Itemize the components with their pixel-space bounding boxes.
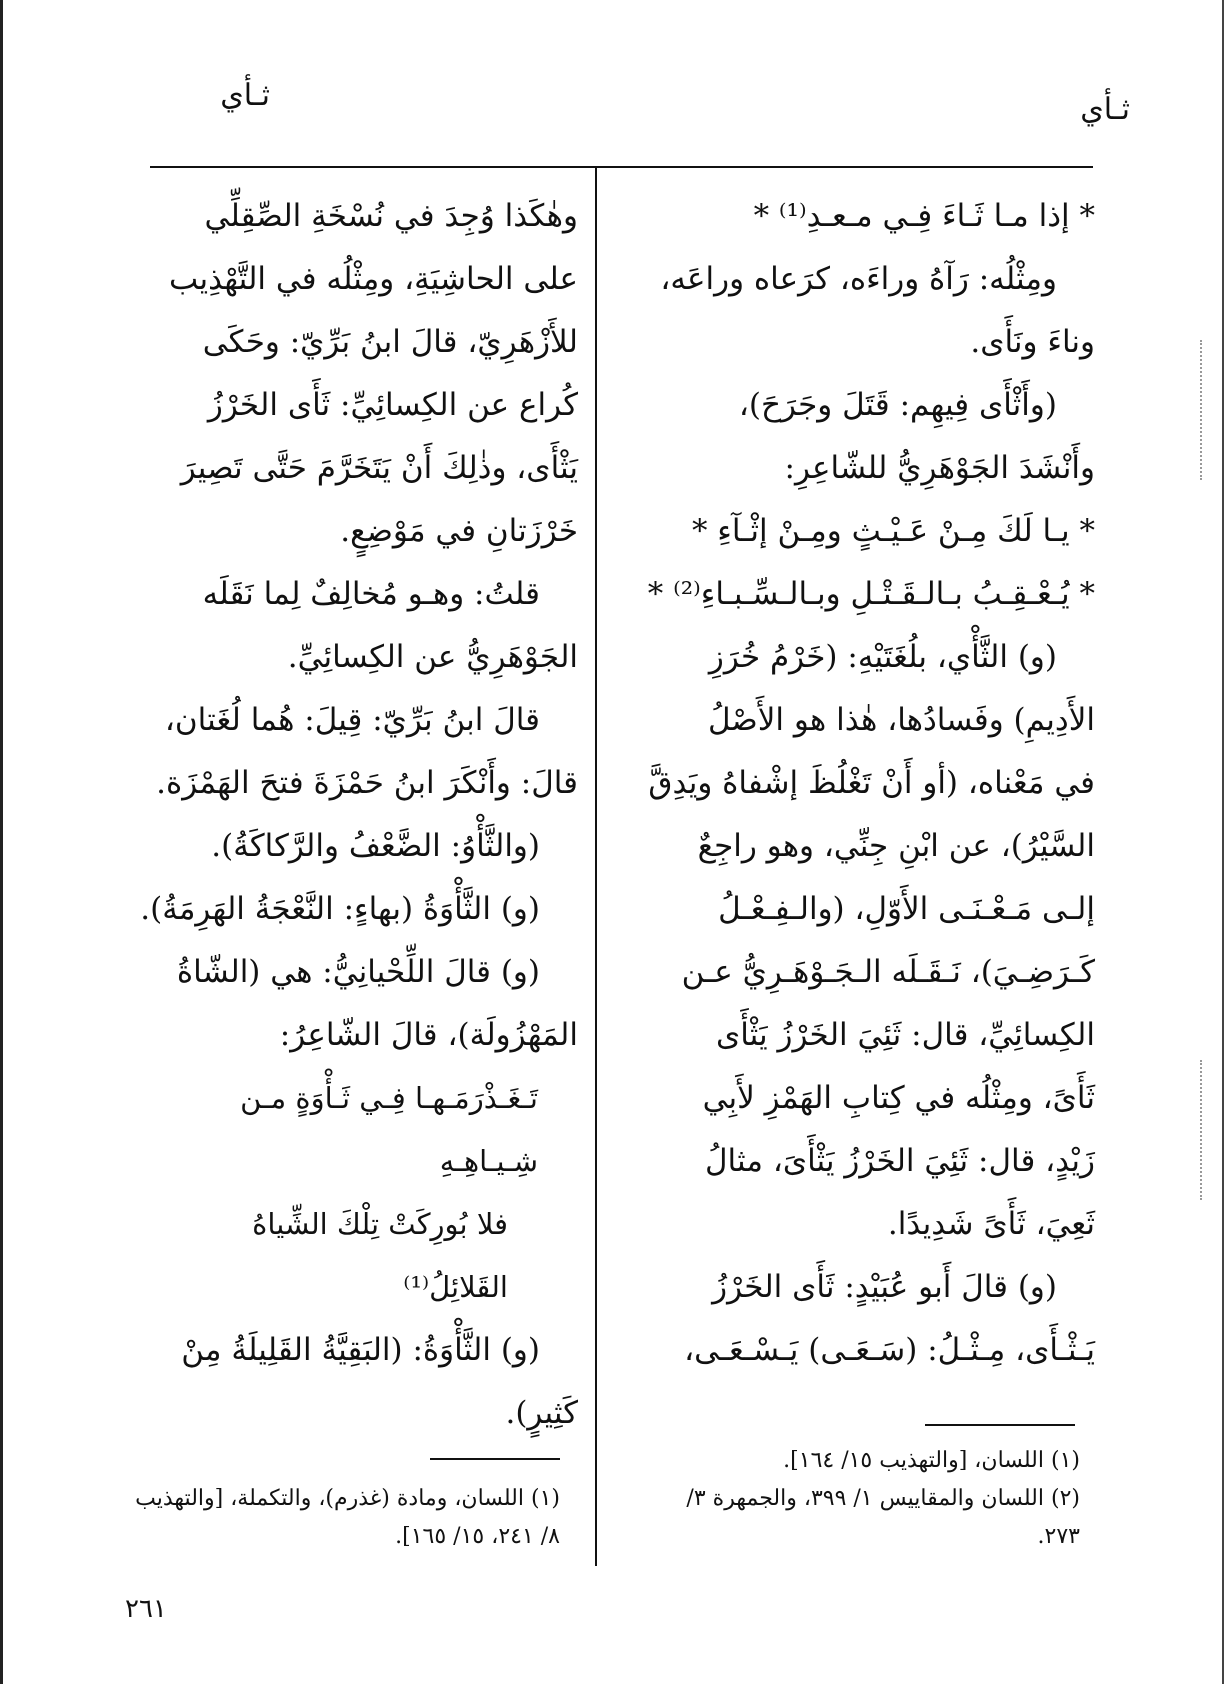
footnote: ٨/ ٢٤١، ١٥/ ١٦٥]. bbox=[395, 1524, 560, 1549]
margin-dots bbox=[1200, 340, 1205, 480]
text-line: وأَنْشَدَ الجَوْهَرِيُّ للشّاعِرِ: bbox=[784, 450, 1095, 486]
text-line: يَثْأَى، وذٰلِكَ أَنْ يَتَخَرَّمَ حَتَّى تَصِيرَ bbox=[180, 450, 578, 486]
right-column bbox=[640, 185, 1095, 1382]
text-line: على الحاشِيَةِ، ومِثْلُه في التَّهْذِيب bbox=[169, 261, 578, 297]
text-line: كَـرَضِـيَ)، نَـقَـلَه الـجَـوْهَـرِيُّ عـن bbox=[681, 954, 1095, 990]
text-line: خَرْزَتانِ في مَوْضِعٍ. bbox=[340, 513, 578, 549]
footnote-rule-left bbox=[430, 1458, 560, 1460]
running-head-left: ثـأي bbox=[220, 78, 270, 113]
footnotes-left bbox=[120, 1480, 560, 1556]
text-line: وناءَ ونَأَى. bbox=[970, 324, 1095, 360]
text-line: الجَوْهَرِيُّ عن الكِسائِيِّ. bbox=[287, 639, 578, 675]
footnotes-right bbox=[640, 1442, 1080, 1556]
poem-line: فلا بُورِكَتْ تِلْكَ الشِّياهُ القَلائِلُ⁽¹⁾ bbox=[252, 1207, 508, 1304]
verse-line: * يـا لَكَ مِـنْ عَـيْـثٍ ومِـنْ إثْـآءِ * bbox=[691, 513, 1095, 549]
text-line: الأَدِيمِ) وفَسادُها، هٰذا هو الأَصْلُ bbox=[707, 702, 1095, 738]
text-line: إلـى مَـعْـنَـى الأَوّلِ، (والـفِـعْـلُ bbox=[718, 891, 1095, 927]
header-rule bbox=[150, 166, 1093, 168]
text-line: زَيْدٍ، قال: ثَئِيَ الخَرْزُ يَثْأَىَ، مثالُ bbox=[705, 1143, 1095, 1179]
verse-line: * إذا مـا ثَـاءَ فِـي مـعـدِ⁽¹⁾ * bbox=[753, 198, 1095, 234]
running-head-right: ثـأي bbox=[1080, 92, 1130, 127]
text-line: ثَأَىً، ومِثْلُه في كِتابِ الهَمْزِ لأَبِي bbox=[702, 1080, 1095, 1116]
margin-dots bbox=[1200, 1060, 1205, 1200]
text-line: (و) الثَّأْوَةُ: (البَقِيَّةُ القَلِيلَةُ مِنْ bbox=[181, 1332, 540, 1368]
text-line: في مَعْناه، (أو أَنْ تَغْلُظَ إشْفاهُ ويَدِقَّ bbox=[648, 765, 1095, 801]
text-line: قالَ ابنُ بَرِّيّ: قِيلَ: هُما لُغَتان، bbox=[164, 702, 540, 738]
text-line: الكِسائِيِّ، قال: ثَئِيَ الخَرْزُ يَثْأَى bbox=[715, 1017, 1095, 1053]
page-edge-right bbox=[1222, 0, 1224, 1684]
left-column bbox=[140, 185, 578, 1445]
footnote: (٢) اللسان والمقاييس ١/ ٣٩٩، والجمهرة ٣/ bbox=[686, 1486, 1080, 1511]
poem-line: تَـغَـذْرَمَـهـا فِـي ثَـأْوَةٍ مـن شِـيـاهِـهِ bbox=[240, 1081, 538, 1178]
text-line: (و) الثَّأْي، بلُغَتَيْهِ: (خَرْمُ خُرَزِ bbox=[708, 639, 1057, 675]
text-line: يَـثْـأَى، مِـثْـلُ: (سَـعَـى) يَـسْـعَـى، bbox=[684, 1332, 1095, 1368]
text-line: قلتُ: وهـو مُخالِفٌ لِما نَقَلَه bbox=[202, 576, 540, 612]
text-line: (و) قالَ أَبو عُبَيْدٍ: ثَأَى الخَرْزُ bbox=[712, 1269, 1057, 1305]
footnote: (١) اللسان، ومادة (غذرم)، والتكملة، [والتهذيب bbox=[135, 1486, 560, 1511]
text-line: كَثِيرٍ). bbox=[505, 1395, 578, 1431]
text-line: (والثَّأْوُ: الضَّعْفُ والرَّكاكَةُ). bbox=[211, 828, 540, 864]
text-line: (و) قالَ اللِّحْيانِيُّ: هي (الشّاةُ bbox=[176, 954, 540, 990]
text-line: ومِثْلُه: رَآهُ وراءَه، كرَعاه وراعَه، bbox=[660, 261, 1057, 297]
text-line: (وأَثْأَى فِيهِم: قَتَلَ وجَرَحَ)، bbox=[738, 387, 1057, 423]
footnote: ٢٧٣. bbox=[1037, 1524, 1080, 1549]
verse-line: * يُـعْـقِـبُ بـالـقَـتْـلِ وبـالـسِّـبـاءِ⁽²⁾ * bbox=[647, 576, 1095, 612]
text-line: ثَعِيَ، ثَأَىً شَدِيدًا. bbox=[887, 1206, 1095, 1242]
text-line: للأَزْهَرِيّ، قالَ ابنُ بَرِّيّ: وحَكَى bbox=[202, 324, 578, 360]
page-number: ٢٦١ bbox=[125, 1594, 167, 1624]
footnote: (١) اللسان، [والتهذيب ١٥/ ١٦٤]. bbox=[783, 1448, 1080, 1473]
text-line: قالَ: وأَنْكَرَ ابنُ حَمْزَةَ فتحَ الهَمْزَة. bbox=[156, 765, 578, 801]
page-edge-left bbox=[0, 0, 3, 1684]
text-line: وهٰكَذا وُجِدَ في نُسْخَةِ الصِّقِلِّي bbox=[204, 198, 578, 234]
footnote-rule-right bbox=[925, 1424, 1075, 1426]
text-line: كُراع عن الكِسائِيِّ: ثَأَى الخَرْزُ bbox=[207, 387, 578, 423]
text-line: (و) الثَّأْوَةُ (بهاءٍ: النَّعْجَةُ الهَرِمَةُ). bbox=[140, 891, 540, 927]
column-divider bbox=[595, 166, 597, 1566]
text-line: السَّيْرُ)، عن ابْنِ جِنِّي، وهو راجِعٌ bbox=[697, 828, 1095, 864]
text-line: المَهْزُولَة)، قالَ الشّاعِرُ: bbox=[279, 1017, 578, 1053]
